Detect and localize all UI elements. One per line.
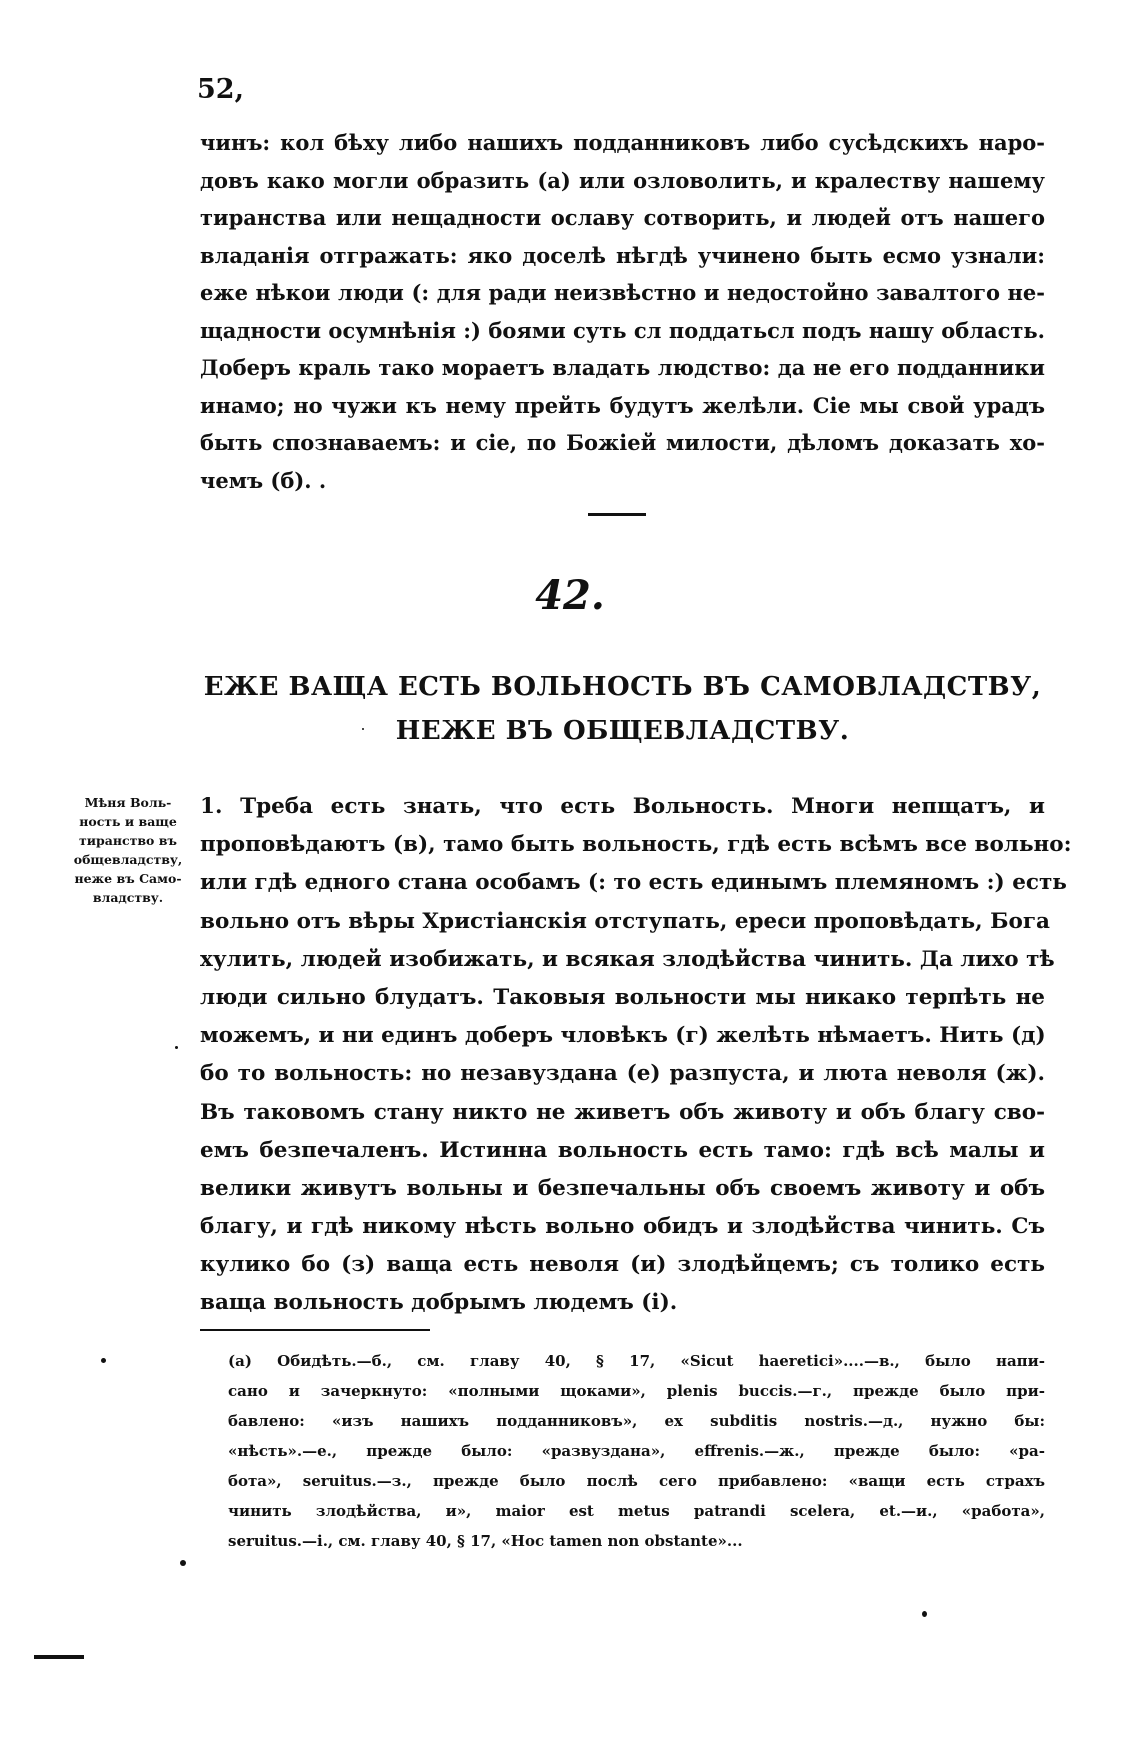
text-line: чемъ (б). . (200, 467, 327, 493)
section-title-line-2: НЕЖЕ ВЪ ОБЩЕВЛАДСТВУ. (395, 716, 850, 746)
text-line: ваща вольность добрымъ людемъ (i). (200, 1290, 678, 1316)
section-title-line-1: ЕЖЕ ВАЩА ЕСТЬ ВОЛЬНОСТЬ ВЪ САМОВЛАДСТВУ, (203, 672, 1042, 702)
text-line: или гдѣ едного стана особамъ (: то есть единымъ племяномъ :) есть (200, 870, 1067, 896)
margin-note-line: тиранство въ (78, 833, 177, 848)
text-line: проповѣдаютъ (в), тамо быть вольность, гдѣ есть всѣмъ все вольно: (200, 832, 1072, 858)
text-line: велики живутъ вольны и безпечальны объ своемъ животу и объ (200, 1175, 1045, 1201)
text-line: довъ како могли образить (а) или озловолить, и кралеству нашему (200, 167, 1045, 193)
margin-note-line: Мѣня Воль- (84, 795, 172, 810)
margin-note-line: ность и ваще (79, 814, 177, 829)
scan-speck (362, 728, 364, 730)
text-line: можемъ, и ни единъ доберъ чловѣкъ (г) желѣть нѣмаетъ. Нить (д) (200, 1023, 1046, 1049)
text-line: вольно отъ вѣры Христiанскiя отступать, ереси проповѣдать, Бога (200, 908, 1050, 934)
scan-speck (180, 1560, 186, 1566)
scan-speck (101, 1358, 106, 1363)
footnote-line: бавлено: «изъ нашихъ подданниковъ», ex subditis nostris.—д., нужно бы: (228, 1412, 1045, 1430)
text-line: 1. Треба есть знать, что есть Вольность. Многи непщатъ, и (200, 794, 1045, 819)
page-number: 52, (197, 74, 244, 105)
footnote-line: бота», seruitus.—з., прежде было послѣ сего прибавлено: «ващи есть страхъ (228, 1472, 1045, 1490)
footnote-line: «нѣсть».—е., прежде было: «развуздана», effrenis.—ж., прежде было: «ра- (228, 1442, 1045, 1460)
footnote-line: seruitus.—i., см. главу 40, § 17, «Hoc tamen non obstante»... (228, 1532, 743, 1550)
footnote-line: сано и зачеркнуто: «полными щоками», plenis buccis.—г., прежде было при- (228, 1382, 1045, 1400)
text-line: щадности осумнѣнiя :) боями суть сл поддатьсл подъ нашу область. (200, 317, 1045, 343)
text-line: еже нѣкои люди (: для ради неизвѣстно и недостойно завалтого не- (200, 280, 1045, 305)
text-line: люди сильно блудатъ. Таковыя вольности мы никако терпѣть не (200, 984, 1045, 1010)
text-line: хулить, людей изобижать, и всякая злодѣйства чинить. Да лихо тѣ (200, 946, 1055, 972)
text-line: емъ безпечаленъ. Истинна вольность есть тамо: гдѣ всѣ малы и (200, 1137, 1045, 1163)
text-line: кулико бо (з) ваща есть неволя (и) злодѣйцемъ; съ толико есть (200, 1252, 1045, 1278)
text-line: быть спознаваемъ: и сiе, по Божiей милости, дѣломъ доказать хо- (200, 430, 1045, 455)
scan-dash-mark (34, 1655, 84, 1659)
section-divider (588, 513, 646, 516)
footnote-rule (200, 1329, 430, 1331)
margin-note-line: общевладству, (73, 852, 183, 867)
section-number: 42. (535, 572, 605, 619)
text-line: Въ таковомъ стану никто не живетъ объ животу и объ благу сво- (200, 1099, 1045, 1125)
margin-note (58, 793, 198, 907)
margin-note-line: неже въ Само- (74, 871, 182, 886)
text-line: благу, и гдѣ никому нѣсть вольно обидъ и злодѣйства чинить. Съ (200, 1214, 1045, 1240)
text-line: тиранства или нещадности ославу сотворить, и людей отъ нашего (200, 205, 1045, 230)
footnote-line: (а) Обидѣть.—б., см. главу 40, § 17, «Sicut haeretici»....—в., было напи- (228, 1352, 1045, 1370)
scan-speck (922, 1611, 927, 1617)
text-line: чинъ: кол бѣху либо нашихъ подданниковъ либо суcѣдскихъ наро- (200, 130, 1045, 155)
margin-note-line: владству. (92, 890, 164, 905)
footnote-line: чинить злодѣйства, и», maior est metus patrandi scelera, et.—и., «работа», (228, 1502, 1045, 1520)
body-paragraph (200, 788, 1072, 1323)
text-line: Доберъ краль тако мораетъ владать людство: да не его подданники (200, 355, 1045, 380)
top-paragraph (200, 124, 1045, 499)
text-line: инамо; но чужи къ нему прейть будутъ желѣли. Сiе мы свой урадъ (200, 392, 1045, 418)
footnotes (228, 1346, 1045, 1556)
text-line: бо то вольность: но незавуздана (е) разпуста, и люта неволя (ж). (200, 1061, 1045, 1087)
scan-speck (175, 1046, 178, 1049)
text-line: владанiя отгражать: яко доселѣ нѣгдѣ учинено быть есмо узнали: (200, 242, 1045, 268)
